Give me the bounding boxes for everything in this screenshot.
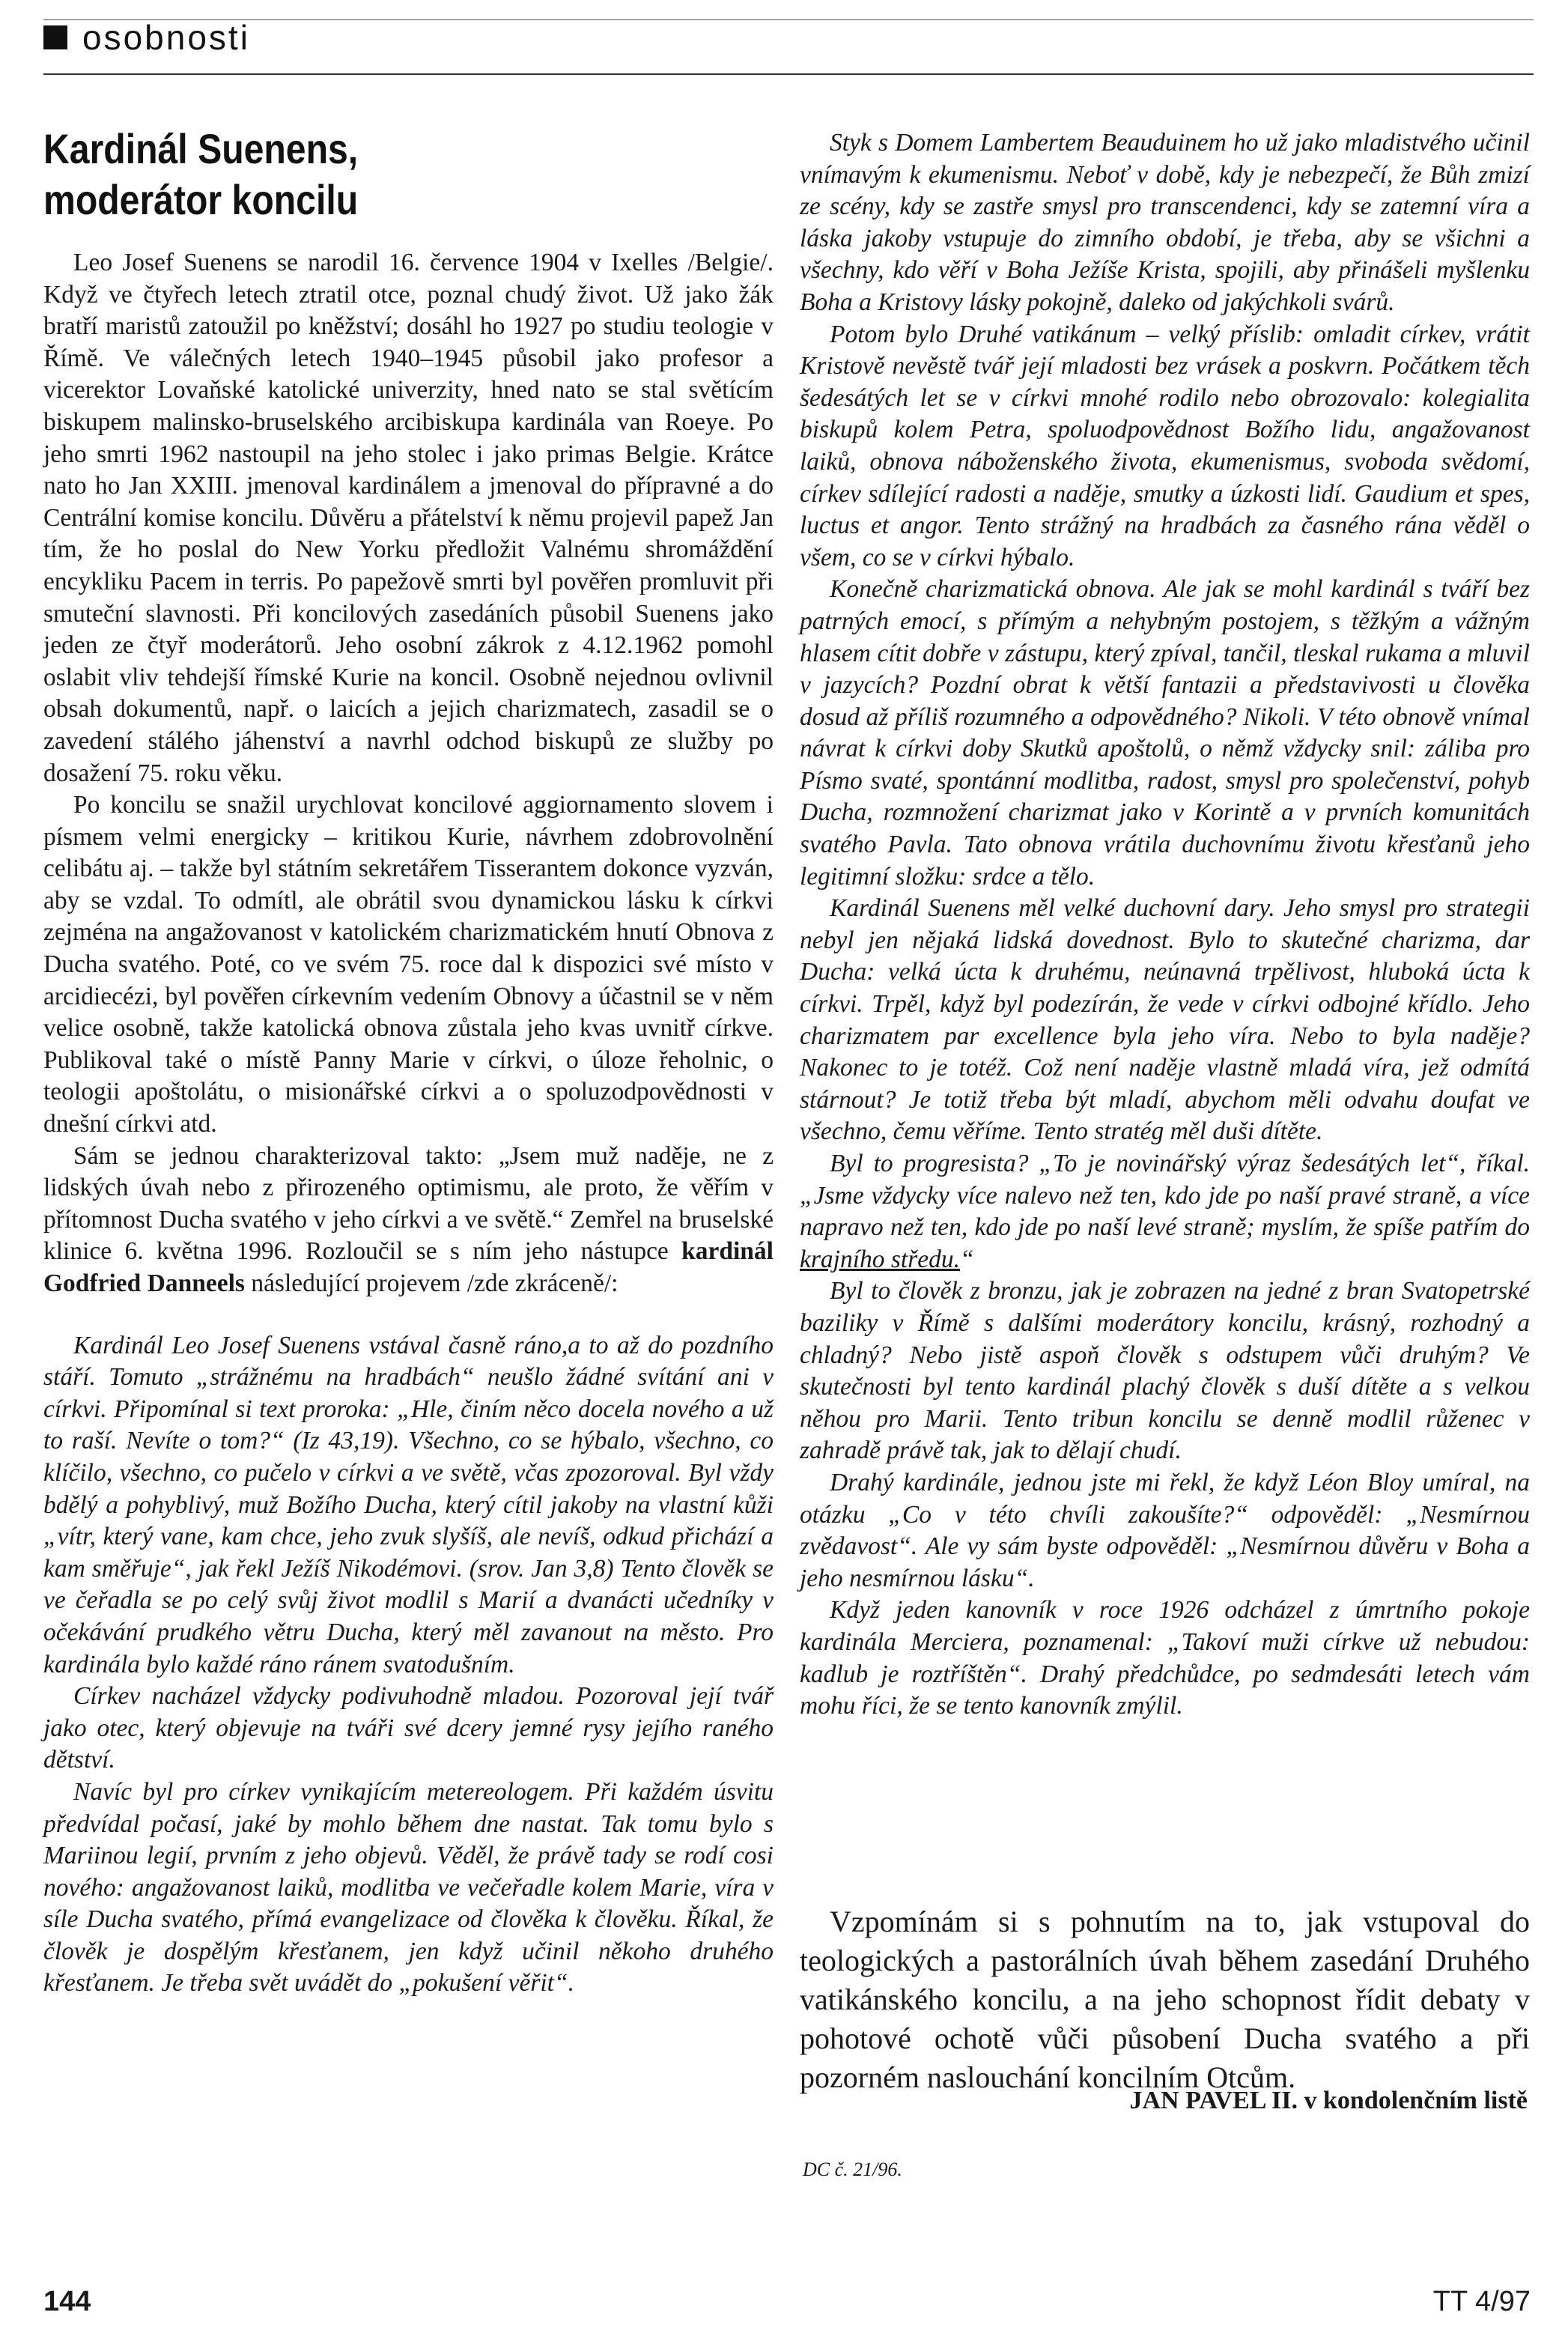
self-outro-text: následující projevem /zde zkráceně/:	[244, 1269, 619, 1297]
self-intro-text: Sám se jednou charakterizoval takto: „Jsem muž naděje, ne z lidských úvah nebo z přirozeného optimismu, ale proto, že věřím v přítomnost Ducha svatého v jeho církvi a ve světě.“ Zemřel na bruselské klinice 6. května 1996. Rozloučil se s ním jeho nástupce	[43, 1141, 774, 1266]
bio-paragraph-2: Po koncilu se snažil urychlovat koncilové aggiornamento slovem i písmem velmi energicky – kritikou Kurie, návrhem zdobrovolnění celibátu aj. – takže byl státním sekretářem Tisserantem dokonce vyzván, aby se vzdal. To odmítl, ale obrátil svou dynamickou lásku k církvi zejména na angažovanost v katolickém charizmatickém hnutí Obnova z Ducha svatého. Poté, co ve svém 75. roce dal k dispozici své místo v arcidiecézi, byl pověřen církevním vedením Obnovy a účastnil se v něm velice osobně, takže katolická obnova zůstala jeho kvas uvnitř církve. Publikoval také o místě Panny Marie v církvi, o úloze řeholnic, o teologii apoštolátu, o misionářské církvi a o spoluzodpovědnosti v dnešní církvi atd.	[43, 791, 774, 1138]
papal-quote-text: Vzpomínám si s pohnutím na to, jak vstupoval do teologických a pastorálních úvah během zasedání Druhého vatikánského koncilu, a na jeho schopnost řídit debaty v pohotové ochotě vůči působení Ducha svatého a při pozorném naslouchání koncilním Otcům.	[800, 1905, 1530, 2094]
speech-paragraph-1: Kardinál Leo Josef Suenens vstával časně ráno,a to až do pozdního stáří. Tomuto „strážnému na hradbách“ neušlo žádné svítání ani v církvi. Připomínal si text proroka: „Hle, činím něco docela nového a už to raší. Nevíte o tom?“ (Iz 43,19). Všechno, co se hýbalo, všechno, co klíčilo, všechno, co pučelo v církvi a ve světě, včas zpozoroval. Byl vždy bdělý a pohyblivý, muž Božího Ducha, který cítil jakoby na vlastní kůži „vítr, který vane, kam chce, jeho zvuk slyšíš, ale nevíš, odkud přichází a kam směřuje“, jak řekl Ježíš Nikodémovi. (srov. Jan 3,8) Tento člověk se ve čeřadla se po celý svůj život modlil s Marií a dvanácti učedníky v očekávání prudkého větru Ducha, který měl zavanout na město. Pro kardinála bylo každé ráno ránem svatodušním.	[43, 1331, 774, 1678]
source-reference: DC č. 21/96.	[803, 2159, 902, 2180]
papal-quote	[800, 1902, 1530, 2097]
speech-left	[43, 1330, 774, 2000]
title-line-1: Kardinál Suenens,	[43, 125, 359, 172]
quote-attribution: JAN PAVEL II. v kondolenčním listě	[1129, 2087, 1528, 2114]
speech-paragraph-3: Navíc byl pro církev vynikajícím metereologem. Při každém úsvitu předvídal počasí, jaké by mohlo během dne nastat. Tak tomu bylo s Mariinou legií, prvním z jeho objevů. Věděl, že právě tady se rodí cosi nového: angažovanost laiků, modlitba ve večeřadle kolem Marie, víra v síle Ducha svatého, přímá evangelizace od člověka k člověku. Říkal, že člověk je dospělým křesťanem, jen když učinil někoho druhého křesťanem. Je třeba svět uvádět do „pokušení věřit“.	[43, 1777, 774, 1997]
speech-paragraph-5: Potom bylo Druhé vatikánum – velký příslib: omladit církev, vrátit Kristově nevěstě tvář její mladosti bez vrásek a poskvrn. Počátkem těch šedesátých let se v církvi mnohé rodilo nebo obrozovalo: kolegialita biskupů kolem Petra, spoluodpovědnost Božího lidu, angažovanost laiků, obnova náboženského života, ekumenismus, svoboda svědomí, církev sdílející radosti a naděje, smutky a úzkosti lidí. Gaudium et spes, luctus et angor. Tento strážný na hradbách za časného rána věděl o všem, co se v církvi hýbalo.	[800, 320, 1530, 571]
self-characterization-paragraph	[43, 1141, 774, 1300]
speech-paragraph-4: Styk s Domem Lambertem Beauduinem ho už jako mladistvého učinil vnímavým k ekumenismu. Neboť v době, kdy je nebezpečí, že Bůh zmizí ze scény, kdy se zastře smysl pro transcendenci, kdy se zatemní víra a láska jakoby vstupuje do zimního období, je třeba, aby se všichni a všechny, kdo věří v Boha Ježíše Krista, spojili, aby přinášeli myšlenku Boha a Kristovy lásky pokojně, daleko od jakýchkoli svárů.	[800, 129, 1530, 316]
section-square-icon	[43, 25, 67, 49]
speech-paragraph-7: Kardinál Suenens měl velké duchovní dary. Jeho smysl pro strategii nebyl jen nějaká lidská dovednost. Bylo to skutečné charizma, dar Ducha: velká úcta k druhému, neúnavná trpělivost, hluboká úcta k církvi. Trpěl, když byl podezírán, že vede v církvi odbojné křídlo. Jeho charizmatem par excellence byla jeho víra. Nebo to byla naděje? Nakonec to je totéž. Což není naděje vlastně mladá víra, jež odmítá stárnout? Je totiž třeba být mladí, abychom měli odvahu doufat ve všechno, čemu věříme. Tento stratég měl duši dítěte.	[800, 894, 1530, 1146]
speech-paragraph-8: Byl to člověk z bronzu, jak je zobrazen na jedné z bran Svatopetrské baziliky v Římě s dalšími moderátory koncilu, krásný, rozhodný a chladný? Nebo jistě aspoň člověk s odstupem vůči druhým? Ve skutečnosti byl tento kardinál plachý člověk s duší dítěte a s velkou něhou pro Marii. Tento tribun koncilu se denně modlil růženec v zahradě právě tak, jak to dělají chudí.	[800, 1277, 1530, 1465]
bio-paragraph-1: Leo Josef Suenens se narodil 16. července 1904 v Ixelles /Belgie/. Když ve čtyřech letech ztratil otce, poznal chudý život. Už jako žák bratří maristů zatoužil po kněžství; dosáhl ho 1927 po studiu teologie v Římě. Ve válečných letech 1940–1945 působil jako profesor a vicerektor Lovaňské katolické univerzity, hned nato se stal světícím biskupem malinsko-bruselského arcibiskupa kardinála van Roeye. Po jeho smrti 1962 nastoupil na jeho stolec i jako primas Belgie. Krátce nato ho Jan XXIII. jmenoval kardinálem a jmenoval do přípravné a do Centrální komise koncilu. Důvěru a přátelství k němu projevil papež Jan tím, že ho poslal do New Yorku předložit Valnému shromáždění encykliku Pacem in terris. Po papežově smrti byl pověřen promluvit při smuteční slavnosti. Při koncilových zasedáních působil Suenens jako jeden ze čtyř moderátorů. Jeho osobní zákrok z 4.12.1962 pomohl oslabit vliv tehdejší římské Kurie na koncil. Osobně nejednou ovlivnil obsah dokumentů, např. o laicích a jejich charizmatech, zasadil se o zavedení stálého jáhenství a navrhl odchod biskupů ze služby po dosažení 75. roku věku.	[43, 249, 774, 787]
progress-underlined: krajního středu.	[800, 1245, 961, 1273]
section-header	[43, 13, 1534, 66]
speech-paragraph-6: Konečně charizmatická obnova. Ale jak se mohl kardinál s tváří bez patrných emocí, s přímým a nehybným postojem, s těžkým a vážným hlasem cítit dobře v zástupu, který zpíval, tančil, tleskal rukama a mluvil v jazycích? Pozdní obrat k větší fantazii a představivosti u člověka dosud až příliš rozumného a odpovědného? Nikoli. V této obnově vnímal návrat k církvi doby Skutků apoštolů, o němž vždycky snil: záliba pro Písmo svaté, spontánní modlitba, radost, smysl pro společenství, pohyb Ducha, rozmnožení charizmat jako v Korintě a v prvních komunitách svatého Pavla. Tato obnova vrátila duchovnímu životu křesťanů jeho legitimní složku: srdce a tělo.	[800, 575, 1530, 891]
title-line-2: moderátor koncilu	[43, 176, 359, 223]
page-number: 144	[43, 2286, 91, 2317]
successor-name: kardinál Godfried Danneels	[43, 1237, 774, 1297]
progress-text: Byl to progresista? „To je novinářský výraz šedesátých let“, říkal. „Jsme vždycky více nalevo než ten, kdo jde po naší pravé straně, a více napravo než ten, kdo jde po naší levé straně; myslím, že spíše patřím do	[800, 1150, 1530, 1242]
issue-label: TT 4/97	[1432, 2286, 1531, 2317]
left-column	[43, 247, 774, 2000]
speech-paragraph-progressive	[800, 1148, 1530, 1275]
speech-paragraph-9: Drahý kardinále, jednou jste mi řekl, že když Léon Bloy umíral, na otázku „Co v této chvíli zakoušíte?“ odpověděl: „Nesmírnou zvědavost“. Ale vy sám byste odpověděl: „Nesmírnou důvěru v Boha a jeho nesmírnou lásku“.	[800, 1468, 1530, 1592]
right-column	[800, 127, 1530, 1723]
progress-close: “	[960, 1245, 974, 1273]
speech-paragraph-10: Když jeden kanovník v roce 1926 odcházel z úmrtního pokoje kardinála Merciera, poznamenal: „Takoví muži církve už nebudou: kadlub je roztříštěn“. Drahý předchůdce, po sedmdesáti letech vám mohu říci, že se tento kanovník zmýlil.	[800, 1596, 1530, 1720]
header-rule	[43, 73, 1534, 75]
article-title	[43, 124, 623, 225]
section-label: osobnosti	[82, 18, 250, 57]
speech-paragraph-2: Církev nacházel vždycky podivuhodně mladou. Pozoroval její tvář jako otec, který objevuje na tváři své dcery jemné rysy jejího raného dětství.	[43, 1682, 774, 1774]
